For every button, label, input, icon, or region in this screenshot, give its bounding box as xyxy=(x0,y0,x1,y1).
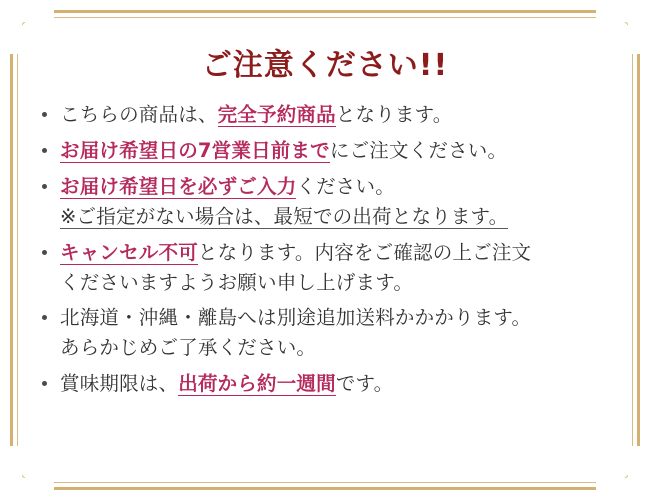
notice-item-order-lead-time xyxy=(34,138,616,165)
text-segment: ください。 xyxy=(296,174,395,198)
text-segment: こちらの商品は、 xyxy=(60,103,218,126)
notice-item-delivery-date-required xyxy=(34,174,616,201)
frame-notch-right-top xyxy=(628,0,650,54)
bullet-icon xyxy=(42,148,47,153)
bullet-icon xyxy=(42,250,47,255)
notice-item-reservation-only xyxy=(34,102,616,129)
bullet-icon xyxy=(42,112,47,117)
frame-notch-bottom-right xyxy=(596,478,650,500)
notice-item-no-cancellation-cont xyxy=(34,270,616,297)
text-segment: 出荷から約一週間 xyxy=(178,372,336,396)
text-segment: 完全予約商品 xyxy=(217,103,336,126)
text-segment: くださいますようお願い申し上げます。 xyxy=(60,270,414,294)
notice-item-extra-shipping-fee xyxy=(34,305,616,332)
notice-content xyxy=(34,26,616,474)
notice-item-delivery-date-note xyxy=(34,204,616,231)
text-segment: です。 xyxy=(335,372,394,396)
notice-item-extra-shipping-fee-cont xyxy=(34,335,616,362)
bullet-icon xyxy=(42,381,47,386)
text-segment: あらかじめご了承ください。 xyxy=(60,336,317,360)
frame-notch-top-left xyxy=(0,0,54,22)
notice-list xyxy=(34,102,616,398)
text-segment: お届け希望日を必ずご入力 xyxy=(60,174,297,198)
notice-item-best-before xyxy=(34,371,616,398)
frame-notch-left-bottom xyxy=(0,446,22,500)
text-segment: となります。内容をご確認の上ご注文 xyxy=(197,240,532,264)
text-segment: 北海道・沖縄・離島へは別途追加送料かかかります。 xyxy=(60,306,532,330)
text-segment: となります。 xyxy=(335,103,453,126)
notice-item-no-cancellation xyxy=(34,240,616,267)
text-segment: ※ご指定がない場合は、最短での出荷となります。 xyxy=(60,204,509,228)
text-segment: にご注文ください。 xyxy=(329,138,508,162)
bullet-icon xyxy=(42,184,47,189)
frame-notch-bottom-left xyxy=(0,478,54,500)
page-title: ご注意ください!! xyxy=(201,48,449,83)
frame-notch-left-top xyxy=(0,0,22,54)
text-segment: 賞味期限は、 xyxy=(60,372,179,396)
text-segment: キャンセル不可 xyxy=(60,240,198,264)
frame-notch-right-bottom xyxy=(628,446,650,500)
frame-notch-top-right xyxy=(596,0,650,22)
bullet-icon xyxy=(42,315,47,320)
text-segment: お届け希望日の7営業日前まで xyxy=(60,138,330,162)
